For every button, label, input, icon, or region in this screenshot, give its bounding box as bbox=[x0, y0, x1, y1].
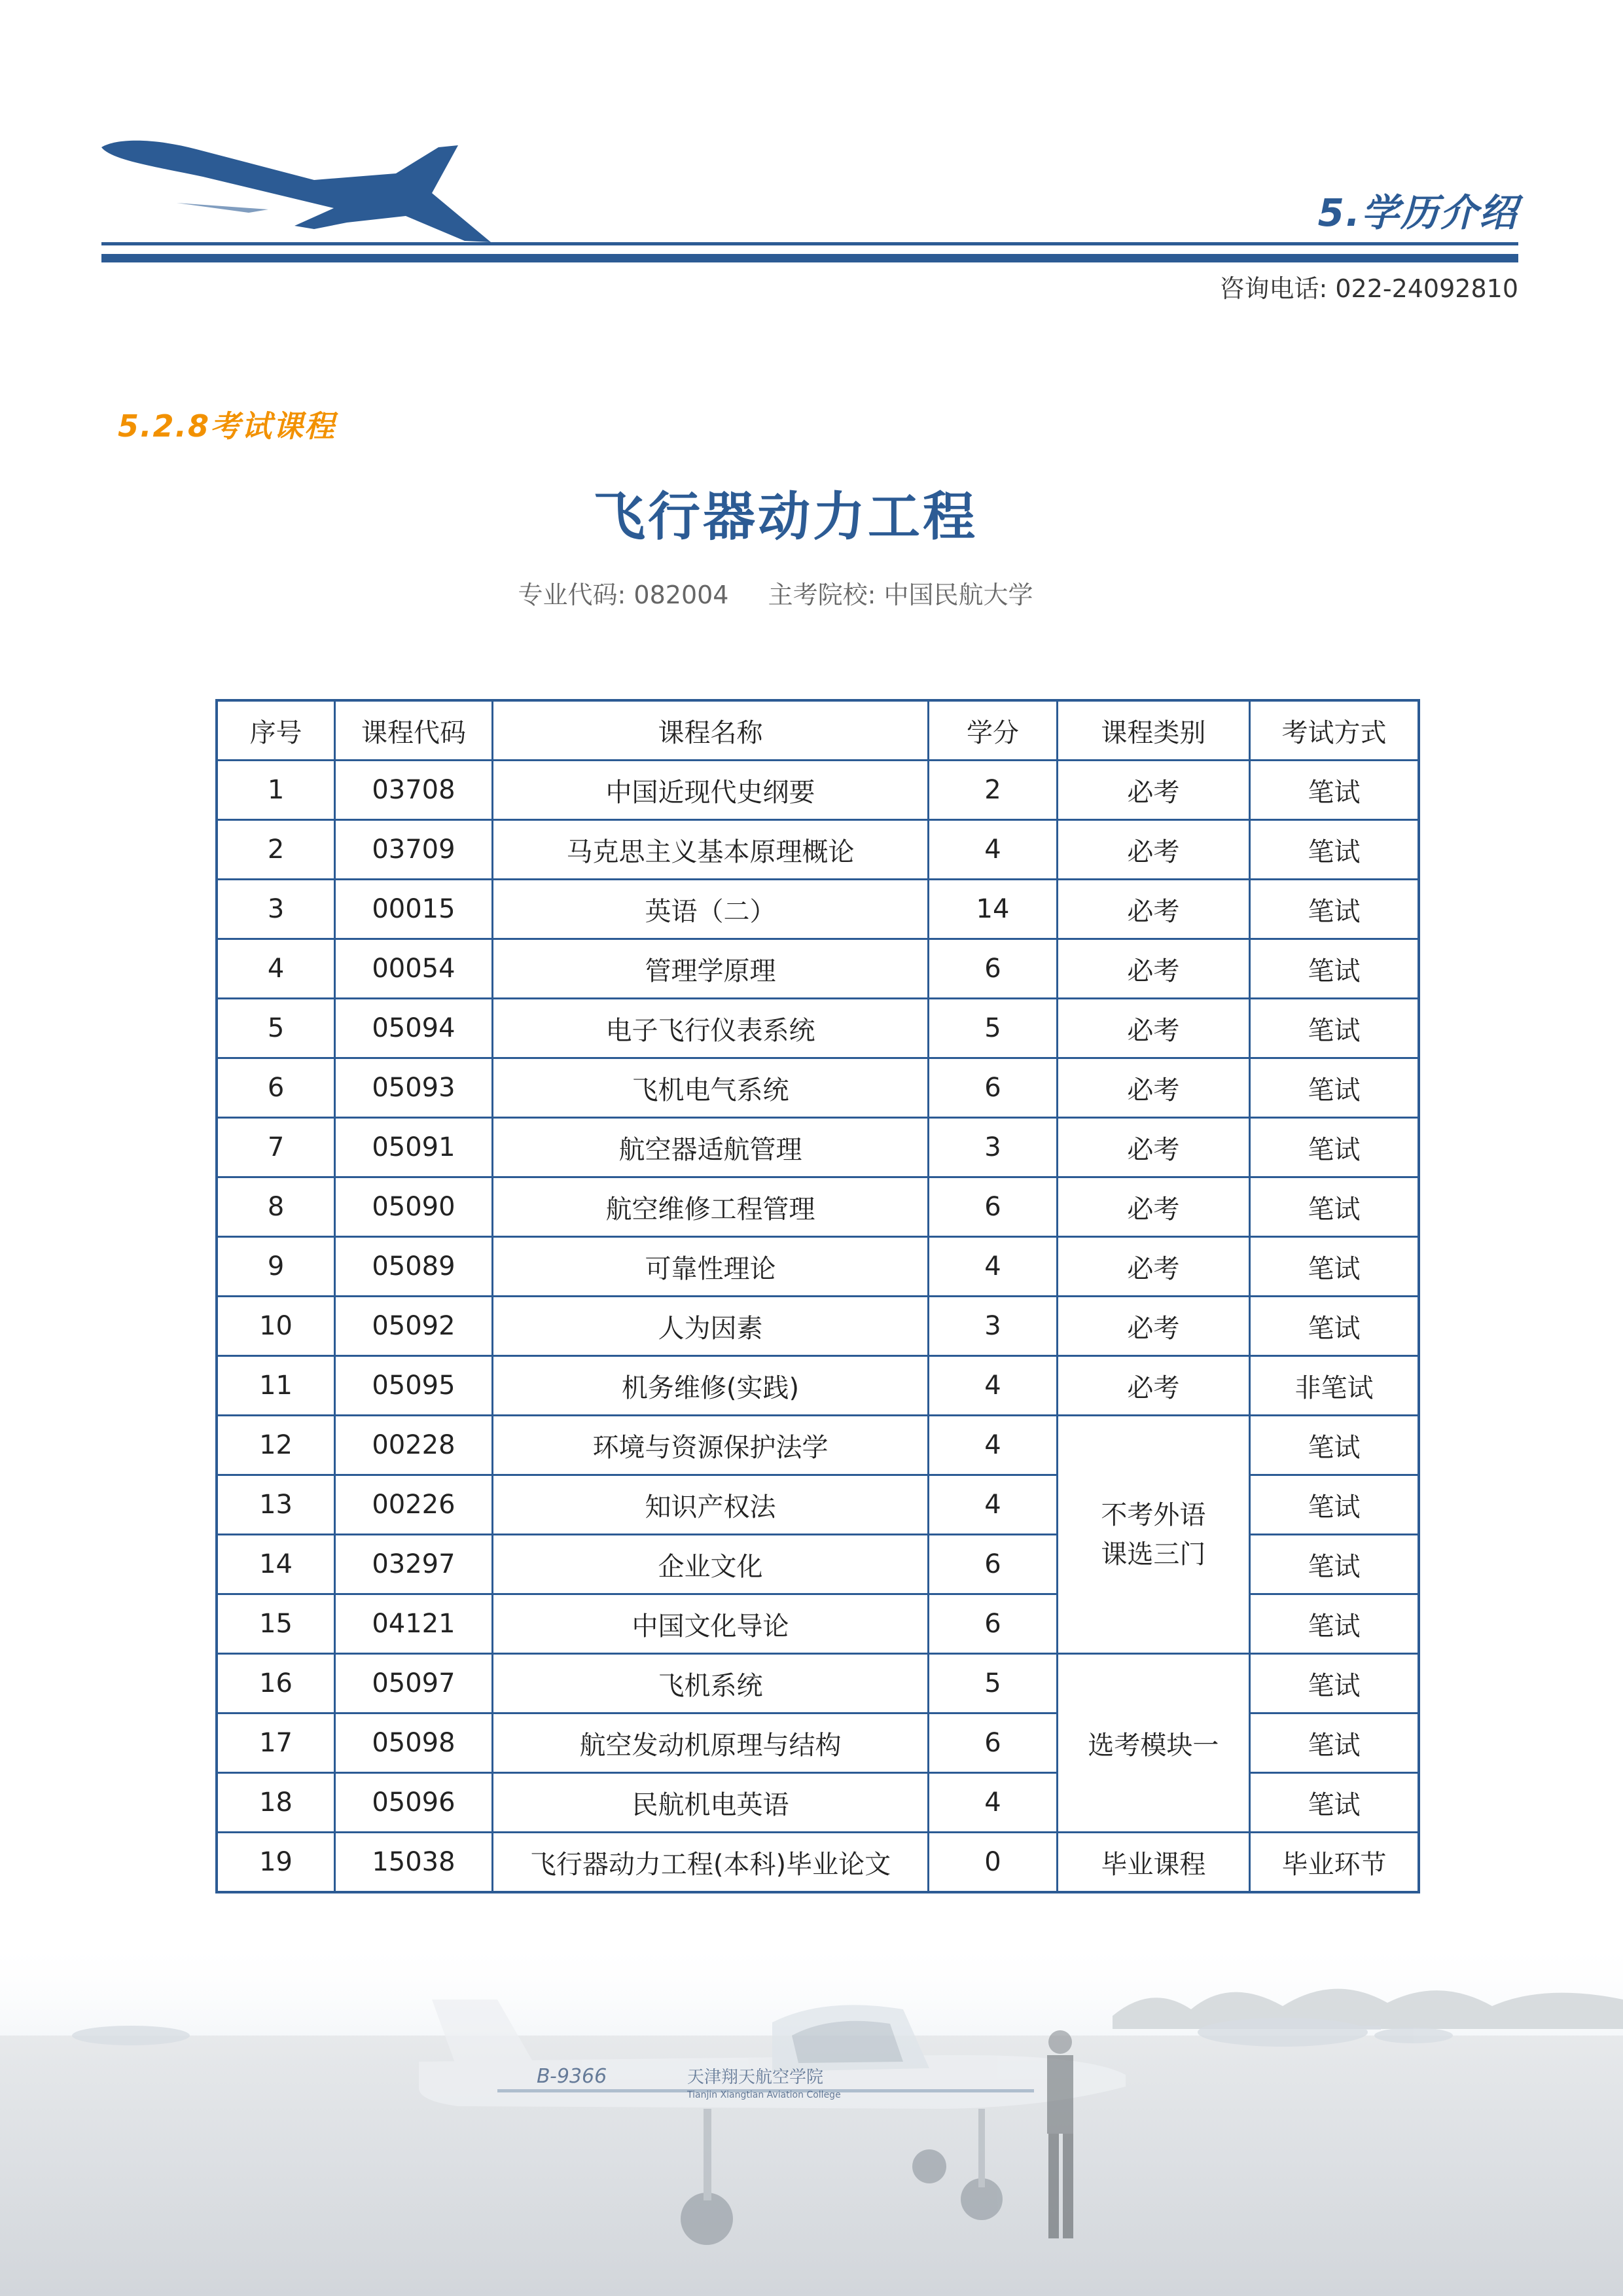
col-header-category: 课程类别 bbox=[1057, 700, 1249, 761]
cell-exam-type: 笔试 bbox=[1250, 1654, 1419, 1713]
cell-index: 11 bbox=[217, 1356, 335, 1416]
cell-code: 03709 bbox=[335, 820, 493, 880]
exam-school: 主考院校: 中国民航大学 bbox=[768, 581, 1033, 609]
cell-code: 03708 bbox=[335, 761, 493, 820]
cell-name: 可靠性理论 bbox=[492, 1237, 928, 1297]
header-rule-thin bbox=[101, 242, 1518, 245]
cell-code: 00228 bbox=[335, 1416, 493, 1475]
table-row bbox=[217, 1297, 1419, 1356]
cell-code: 05092 bbox=[335, 1297, 493, 1356]
cell-name: 人为因素 bbox=[492, 1297, 928, 1356]
cell-credit: 4 bbox=[929, 1416, 1058, 1475]
col-header-code: 课程代码 bbox=[335, 700, 493, 761]
consult-phone: 咨询电话: 022-24092810 bbox=[1219, 274, 1518, 303]
cell-exam-type: 笔试 bbox=[1250, 1535, 1419, 1594]
cell-index: 6 bbox=[217, 1058, 335, 1118]
cell-name: 企业文化 bbox=[492, 1535, 928, 1594]
group-a-line1: 不考外语 bbox=[1101, 1499, 1206, 1530]
cell-index: 10 bbox=[217, 1297, 335, 1356]
cell-name: 机务维修(实践) bbox=[492, 1356, 928, 1416]
table-row bbox=[217, 1237, 1419, 1297]
aircraft-registration: B-9366 bbox=[537, 2065, 607, 2088]
cell-exam-type: 笔试 bbox=[1250, 1713, 1419, 1773]
cell-credit: 6 bbox=[929, 1177, 1058, 1237]
group-a-line2: 课选三门 bbox=[1101, 1539, 1206, 1570]
cell-index: 19 bbox=[217, 1833, 335, 1893]
table-row bbox=[217, 820, 1419, 880]
cell-name: 马克思主义基本原理概论 bbox=[492, 820, 928, 880]
cell-index: 2 bbox=[217, 820, 335, 880]
cell-exam-type: 非笔试 bbox=[1250, 1356, 1419, 1416]
cell-index: 14 bbox=[217, 1535, 335, 1594]
cell-name: 航空器适航管理 bbox=[492, 1118, 928, 1177]
table-row bbox=[217, 1356, 1419, 1416]
cell-code: 04121 bbox=[335, 1594, 493, 1654]
cell-code: 15038 bbox=[335, 1833, 493, 1893]
airplane-silhouette-icon bbox=[98, 131, 497, 249]
table-row bbox=[217, 1118, 1419, 1177]
cell-index: 18 bbox=[217, 1773, 335, 1833]
cell-code: 05095 bbox=[335, 1356, 493, 1416]
cell-credit: 0 bbox=[929, 1833, 1058, 1893]
cell-exam-type: 笔试 bbox=[1250, 1297, 1419, 1356]
cell-exam-type: 笔试 bbox=[1250, 1177, 1419, 1237]
cell-credit: 6 bbox=[929, 1713, 1058, 1773]
cell-index: 3 bbox=[217, 880, 335, 939]
cell-category: 必考 bbox=[1057, 880, 1249, 939]
cell-credit: 3 bbox=[929, 1118, 1058, 1177]
cell-credit: 4 bbox=[929, 1773, 1058, 1833]
cell-code: 05096 bbox=[335, 1773, 493, 1833]
cell-name: 飞机电气系统 bbox=[492, 1058, 928, 1118]
table-row bbox=[217, 1058, 1419, 1118]
cell-category: 必考 bbox=[1057, 820, 1249, 880]
cell-index: 12 bbox=[217, 1416, 335, 1475]
cell-code: 00226 bbox=[335, 1475, 493, 1535]
section-title: 5.学历介绍 bbox=[1317, 190, 1518, 235]
cell-credit: 4 bbox=[929, 820, 1058, 880]
cell-credit: 3 bbox=[929, 1297, 1058, 1356]
cell-credit: 6 bbox=[929, 1058, 1058, 1118]
table-header-row bbox=[217, 700, 1419, 761]
cell-credit: 6 bbox=[929, 1594, 1058, 1654]
cell-category: 必考 bbox=[1057, 761, 1249, 820]
cell-name: 民航机电英语 bbox=[492, 1773, 928, 1833]
subsection-heading: 5.2.8考试课程 bbox=[118, 408, 336, 444]
cell-category: 必考 bbox=[1057, 1118, 1249, 1177]
cell-index: 9 bbox=[217, 1237, 335, 1297]
cell-name: 航空发动机原理与结构 bbox=[492, 1713, 928, 1773]
cell-name: 飞行器动力工程(本科)毕业论文 bbox=[492, 1833, 928, 1893]
cell-code: 05090 bbox=[335, 1177, 493, 1237]
cell-exam-type: 笔试 bbox=[1250, 1237, 1419, 1297]
cell-credit: 4 bbox=[929, 1475, 1058, 1535]
cell-code: 05094 bbox=[335, 999, 493, 1058]
cell-credit: 4 bbox=[929, 1356, 1058, 1416]
cell-index: 16 bbox=[217, 1654, 335, 1713]
cell-credit: 5 bbox=[929, 1654, 1058, 1713]
cell-exam-type: 笔试 bbox=[1250, 1475, 1419, 1535]
cell-index: 8 bbox=[217, 1177, 335, 1237]
cell-code: 05097 bbox=[335, 1654, 493, 1713]
cell-exam-type: 笔试 bbox=[1250, 761, 1419, 820]
page-title: 飞行器动力工程 bbox=[593, 486, 978, 547]
cell-code: 05089 bbox=[335, 1237, 493, 1297]
aircraft-school-name-cn: 天津翔天航空学院 bbox=[687, 2068, 824, 2087]
cell-category: 必考 bbox=[1057, 1177, 1249, 1237]
cell-name: 中国近现代史纲要 bbox=[492, 761, 928, 820]
cell-exam-type: 笔试 bbox=[1250, 880, 1419, 939]
cell-name: 中国文化导论 bbox=[492, 1594, 928, 1654]
cell-category: 必考 bbox=[1057, 939, 1249, 999]
cell-category-group-elective bbox=[1057, 1416, 1249, 1654]
cell-index: 5 bbox=[217, 999, 335, 1058]
cell-code: 05093 bbox=[335, 1058, 493, 1118]
cell-exam-type: 笔试 bbox=[1250, 1416, 1419, 1475]
cell-credit: 4 bbox=[929, 1237, 1058, 1297]
table-row bbox=[217, 1654, 1419, 1713]
cell-credit: 5 bbox=[929, 999, 1058, 1058]
table-row bbox=[217, 880, 1419, 939]
cell-category-group-module: 选考模块一 bbox=[1057, 1654, 1249, 1833]
cell-credit: 2 bbox=[929, 761, 1058, 820]
cell-category: 必考 bbox=[1057, 1237, 1249, 1297]
table-row bbox=[217, 1177, 1419, 1237]
cell-exam-type: 笔试 bbox=[1250, 1594, 1419, 1654]
cell-category: 必考 bbox=[1057, 999, 1249, 1058]
cell-index: 1 bbox=[217, 761, 335, 820]
cell-index: 7 bbox=[217, 1118, 335, 1177]
col-header-credit: 学分 bbox=[929, 700, 1058, 761]
table-row bbox=[217, 939, 1419, 999]
cell-code: 03297 bbox=[335, 1535, 493, 1594]
cell-exam-type: 笔试 bbox=[1250, 939, 1419, 999]
table-row bbox=[217, 761, 1419, 820]
cell-credit: 6 bbox=[929, 939, 1058, 999]
cell-index: 13 bbox=[217, 1475, 335, 1535]
cell-exam-type: 毕业环节 bbox=[1250, 1833, 1419, 1893]
major-meta bbox=[0, 575, 1551, 611]
table-row bbox=[217, 1833, 1419, 1893]
cell-name: 英语（二） bbox=[492, 880, 928, 939]
cell-category: 必考 bbox=[1057, 1058, 1249, 1118]
airfield-photo bbox=[0, 1937, 1623, 2296]
cell-exam-type: 笔试 bbox=[1250, 999, 1419, 1058]
aircraft-school-name-en: Tianjin Xiangtian Aviation College bbox=[687, 2090, 841, 2100]
cell-credit: 14 bbox=[929, 880, 1058, 939]
cell-exam-type: 笔试 bbox=[1250, 1118, 1419, 1177]
table-row bbox=[217, 1416, 1419, 1475]
course-table bbox=[215, 699, 1420, 1893]
cell-index: 17 bbox=[217, 1713, 335, 1773]
cell-exam-type: 笔试 bbox=[1250, 1773, 1419, 1833]
cell-name: 飞机系统 bbox=[492, 1654, 928, 1713]
cell-index: 4 bbox=[217, 939, 335, 999]
cell-code: 00054 bbox=[335, 939, 493, 999]
col-header-exam-type: 考试方式 bbox=[1250, 700, 1419, 761]
cell-category: 必考 bbox=[1057, 1297, 1249, 1356]
col-header-name: 课程名称 bbox=[492, 700, 928, 761]
cell-category: 毕业课程 bbox=[1057, 1833, 1249, 1893]
table-row bbox=[217, 999, 1419, 1058]
cell-name: 环境与资源保护法学 bbox=[492, 1416, 928, 1475]
cell-name: 管理学原理 bbox=[492, 939, 928, 999]
cell-name: 知识产权法 bbox=[492, 1475, 928, 1535]
cell-category: 必考 bbox=[1057, 1356, 1249, 1416]
cell-index: 15 bbox=[217, 1594, 335, 1654]
cell-exam-type: 笔试 bbox=[1250, 1058, 1419, 1118]
cell-code: 05091 bbox=[335, 1118, 493, 1177]
cell-exam-type: 笔试 bbox=[1250, 820, 1419, 880]
major-code: 专业代码: 082004 bbox=[518, 581, 729, 609]
cell-name: 电子飞行仪表系统 bbox=[492, 999, 928, 1058]
cell-code: 00015 bbox=[335, 880, 493, 939]
header-rule-thick bbox=[101, 254, 1518, 262]
cell-code: 05098 bbox=[335, 1713, 493, 1773]
col-header-index: 序号 bbox=[217, 700, 335, 761]
cell-name: 航空维修工程管理 bbox=[492, 1177, 928, 1237]
cell-credit: 6 bbox=[929, 1535, 1058, 1594]
